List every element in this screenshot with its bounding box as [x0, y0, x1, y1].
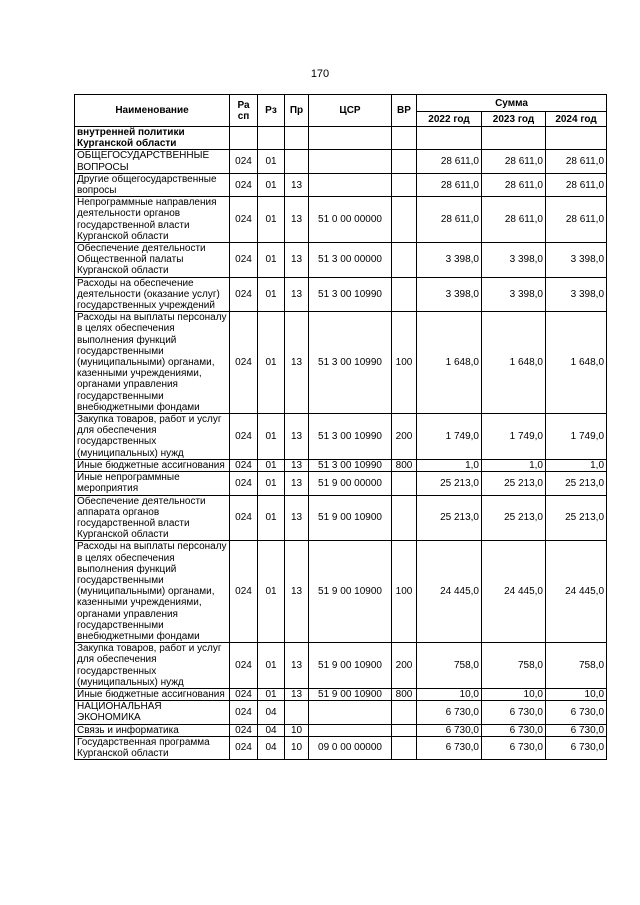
col-header-pr: Пр [285, 95, 309, 127]
cell-vr [392, 736, 417, 759]
cell-y2022: 10,0 [417, 688, 482, 700]
cell-csr: 09 0 00 00000 [309, 736, 392, 759]
cell-name: Расходы на выплаты персоналу в целях обеспечения выполнения функций государственными (муниципальными) органами, казенными учреждениями, органами управления государственными внебюджетными фондами [75, 312, 230, 414]
cell-csr: 51 9 00 00000 [309, 472, 392, 495]
cell-y2022: 28 611,0 [417, 173, 482, 196]
cell-rasp: 024 [230, 688, 258, 700]
cell-y2023: 6 730,0 [482, 724, 546, 736]
table-row [75, 414, 607, 460]
cell-y2023: 3 398,0 [482, 277, 546, 312]
cell-y2022: 6 730,0 [417, 724, 482, 736]
cell-rz: 04 [258, 701, 285, 724]
col-header-rasp: Ра сп [230, 95, 258, 127]
cell-csr [309, 150, 392, 173]
cell-rz: 04 [258, 724, 285, 736]
cell-rasp: 024 [230, 243, 258, 278]
cell-vr [392, 495, 417, 541]
cell-pr: 13 [285, 472, 309, 495]
col-header-name: Наименование [75, 95, 230, 127]
cell-name: Расходы на выплаты персоналу в целях обеспечения выполнения функций государственными (муниципальными) органами, казенными учреждениями, органами управления государственными внебюджетными фондами [75, 541, 230, 643]
col-header-rz: Рз [258, 95, 285, 127]
cell-y2022 [417, 127, 482, 150]
cell-rasp: 024 [230, 312, 258, 414]
cell-rasp: 024 [230, 173, 258, 196]
page-number: 170 [310, 68, 330, 80]
cell-pr: 10 [285, 724, 309, 736]
cell-y2023 [482, 127, 546, 150]
cell-y2022: 758,0 [417, 643, 482, 689]
budget-table [74, 94, 607, 760]
cell-rz: 01 [258, 459, 285, 471]
cell-pr [285, 127, 309, 150]
table-row [75, 243, 607, 278]
cell-csr: 51 3 00 10990 [309, 312, 392, 414]
table-row [75, 472, 607, 495]
cell-pr: 13 [285, 643, 309, 689]
cell-y2024: 10,0 [546, 688, 607, 700]
cell-vr: 100 [392, 541, 417, 643]
cell-vr [392, 724, 417, 736]
cell-y2022: 24 445,0 [417, 541, 482, 643]
cell-y2023: 10,0 [482, 688, 546, 700]
cell-vr [392, 277, 417, 312]
table-row [75, 701, 607, 724]
cell-y2022: 25 213,0 [417, 495, 482, 541]
cell-vr [392, 472, 417, 495]
table-row [75, 459, 607, 471]
cell-rasp: 024 [230, 459, 258, 471]
cell-y2024: 6 730,0 [546, 736, 607, 759]
cell-rasp: 024 [230, 414, 258, 460]
cell-y2023: 25 213,0 [482, 472, 546, 495]
cell-y2023: 25 213,0 [482, 495, 546, 541]
cell-pr: 13 [285, 243, 309, 278]
cell-vr [392, 173, 417, 196]
cell-y2023: 28 611,0 [482, 197, 546, 243]
cell-y2023: 28 611,0 [482, 173, 546, 196]
cell-vr: 200 [392, 643, 417, 689]
cell-y2023: 6 730,0 [482, 736, 546, 759]
cell-rasp: 024 [230, 701, 258, 724]
cell-y2024: 25 213,0 [546, 472, 607, 495]
cell-y2022: 6 730,0 [417, 736, 482, 759]
cell-rasp: 024 [230, 150, 258, 173]
cell-y2023: 24 445,0 [482, 541, 546, 643]
cell-y2022: 1 749,0 [417, 414, 482, 460]
col-header-sum: Сумма [417, 95, 607, 112]
cell-csr: 51 9 00 10900 [309, 688, 392, 700]
cell-pr: 13 [285, 173, 309, 196]
cell-name: Иные бюджетные ассигнования [75, 459, 230, 471]
cell-y2024: 24 445,0 [546, 541, 607, 643]
cell-vr: 800 [392, 459, 417, 471]
cell-rz: 01 [258, 688, 285, 700]
cell-name: Закупка товаров, работ и услуг для обеспечения государственных (муниципальных) нужд [75, 414, 230, 460]
cell-y2023: 1 749,0 [482, 414, 546, 460]
cell-pr [285, 701, 309, 724]
cell-pr: 13 [285, 312, 309, 414]
cell-csr: 51 0 00 00000 [309, 197, 392, 243]
cell-rz: 01 [258, 643, 285, 689]
cell-pr: 13 [285, 495, 309, 541]
cell-rz [258, 127, 285, 150]
cell-vr [392, 127, 417, 150]
cell-y2024: 28 611,0 [546, 173, 607, 196]
cell-y2023: 1,0 [482, 459, 546, 471]
table-row [75, 688, 607, 700]
cell-name: Связь и информатика [75, 724, 230, 736]
cell-pr: 10 [285, 736, 309, 759]
cell-rz: 01 [258, 472, 285, 495]
cell-csr: 51 3 00 00000 [309, 243, 392, 278]
cell-csr [309, 173, 392, 196]
cell-y2023: 6 730,0 [482, 701, 546, 724]
cell-csr: 51 3 00 10990 [309, 277, 392, 312]
cell-y2024: 28 611,0 [546, 150, 607, 173]
cell-vr: 800 [392, 688, 417, 700]
cell-pr: 13 [285, 459, 309, 471]
cell-name: Государственная программа Курганской области [75, 736, 230, 759]
cell-y2024: 6 730,0 [546, 701, 607, 724]
table-row [75, 643, 607, 689]
cell-csr: 51 9 00 10900 [309, 495, 392, 541]
cell-y2024: 6 730,0 [546, 724, 607, 736]
table-row [75, 127, 607, 150]
table-row [75, 541, 607, 643]
cell-pr [285, 150, 309, 173]
cell-y2024: 1 749,0 [546, 414, 607, 460]
cell-rz: 01 [258, 197, 285, 243]
cell-name: ОБЩЕГОСУДАРСТВЕННЫЕ ВОПРОСЫ [75, 150, 230, 173]
cell-csr [309, 701, 392, 724]
cell-vr: 200 [392, 414, 417, 460]
cell-pr: 13 [285, 197, 309, 243]
cell-y2022: 3 398,0 [417, 277, 482, 312]
cell-csr [309, 724, 392, 736]
cell-y2022: 1 648,0 [417, 312, 482, 414]
cell-rasp: 024 [230, 495, 258, 541]
cell-name: Обеспечение деятельности аппарата органов государственной власти Курганской области [75, 495, 230, 541]
cell-pr: 13 [285, 277, 309, 312]
cell-y2022: 28 611,0 [417, 150, 482, 173]
cell-pr: 13 [285, 414, 309, 460]
cell-rasp: 024 [230, 277, 258, 312]
cell-rz: 01 [258, 414, 285, 460]
cell-rz: 01 [258, 173, 285, 196]
cell-pr: 13 [285, 541, 309, 643]
cell-rasp: 024 [230, 736, 258, 759]
col-header-csr: ЦСР [309, 95, 392, 127]
cell-y2023: 1 648,0 [482, 312, 546, 414]
col-header-2022: 2022 год [417, 112, 482, 127]
cell-rz: 04 [258, 736, 285, 759]
cell-rz: 01 [258, 495, 285, 541]
cell-y2024: 1 648,0 [546, 312, 607, 414]
table-row [75, 197, 607, 243]
cell-name: Непрограммные направления деятельности органов государственной власти Курганской области [75, 197, 230, 243]
table-row [75, 724, 607, 736]
cell-name: Другие общегосударственные вопросы [75, 173, 230, 196]
col-header-vr: ВР [392, 95, 417, 127]
cell-rz: 01 [258, 312, 285, 414]
cell-vr [392, 197, 417, 243]
cell-y2023: 758,0 [482, 643, 546, 689]
cell-y2024: 758,0 [546, 643, 607, 689]
cell-y2022: 25 213,0 [417, 472, 482, 495]
cell-csr: 51 9 00 10900 [309, 541, 392, 643]
cell-name: Иные бюджетные ассигнования [75, 688, 230, 700]
cell-rasp [230, 127, 258, 150]
cell-name: внутренней политики Курганской области [75, 127, 230, 150]
cell-rz: 01 [258, 243, 285, 278]
cell-name: Закупка товаров, работ и услуг для обеспечения государственных (муниципальных) нужд [75, 643, 230, 689]
cell-pr: 13 [285, 688, 309, 700]
cell-name: Иные непрограммные мероприятия [75, 472, 230, 495]
cell-y2024 [546, 127, 607, 150]
cell-y2024: 1,0 [546, 459, 607, 471]
table-row [75, 173, 607, 196]
cell-vr [392, 150, 417, 173]
cell-rasp: 024 [230, 724, 258, 736]
cell-y2024: 25 213,0 [546, 495, 607, 541]
table-row [75, 277, 607, 312]
table-row [75, 312, 607, 414]
cell-rasp: 024 [230, 472, 258, 495]
cell-y2022: 3 398,0 [417, 243, 482, 278]
table-row [75, 495, 607, 541]
cell-csr [309, 127, 392, 150]
cell-rz: 01 [258, 541, 285, 643]
cell-rasp: 024 [230, 541, 258, 643]
cell-y2022: 1,0 [417, 459, 482, 471]
cell-name: Обеспечение деятельности Общественной палаты Курганской области [75, 243, 230, 278]
col-header-2024: 2024 год [546, 112, 607, 127]
cell-name: Расходы на обеспечение деятельности (оказание услуг) государственных учреждений [75, 277, 230, 312]
cell-y2024: 3 398,0 [546, 243, 607, 278]
cell-vr: 100 [392, 312, 417, 414]
cell-csr: 51 3 00 10990 [309, 414, 392, 460]
cell-vr [392, 701, 417, 724]
table-body [75, 127, 607, 760]
cell-csr: 51 9 00 10900 [309, 643, 392, 689]
cell-y2024: 28 611,0 [546, 197, 607, 243]
col-header-2023: 2023 год [482, 112, 546, 127]
cell-y2023: 28 611,0 [482, 150, 546, 173]
cell-rz: 01 [258, 277, 285, 312]
table-row [75, 736, 607, 759]
cell-rasp: 024 [230, 197, 258, 243]
cell-csr: 51 3 00 10990 [309, 459, 392, 471]
cell-rasp: 024 [230, 643, 258, 689]
cell-name: НАЦИОНАЛЬНАЯ ЭКОНОМИКА [75, 701, 230, 724]
cell-y2022: 28 611,0 [417, 197, 482, 243]
table-row [75, 150, 607, 173]
cell-y2023: 3 398,0 [482, 243, 546, 278]
cell-vr [392, 243, 417, 278]
cell-rz: 01 [258, 150, 285, 173]
cell-y2024: 3 398,0 [546, 277, 607, 312]
cell-y2022: 6 730,0 [417, 701, 482, 724]
